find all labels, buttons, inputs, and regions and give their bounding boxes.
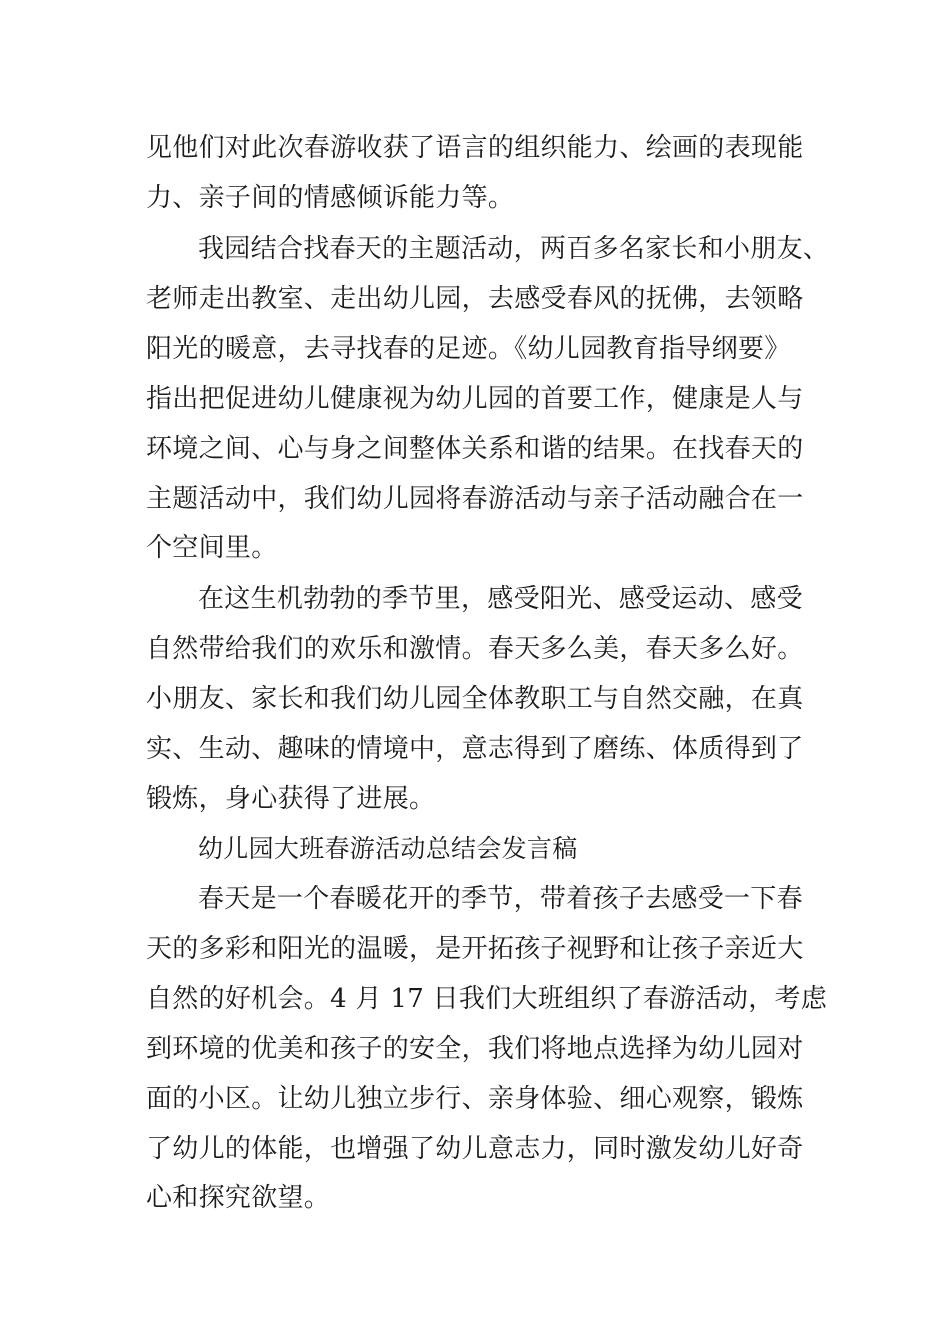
paragraph-line: 自然带给我们的欢乐和激情。春天多么美，春天多么好。 <box>146 634 804 664</box>
paragraph-line: 面的小区。让幼儿独立步行、亲身体验、细心观察，锻炼 <box>146 1084 804 1114</box>
paragraph-line: 主题活动中，我们幼儿园将春游活动与亲子活动融合在一 <box>146 484 804 514</box>
paragraph-line: 老师走出教室、走出幼儿园，去感受春风的抚佛，去领略 <box>146 284 804 314</box>
paragraph-line: 心和探究欲望。 <box>146 1183 331 1213</box>
paragraph-line: 指出把促进幼儿健康视为幼儿园的首要工作，健康是人与 <box>146 384 804 414</box>
paragraph-line: 实、生动、趣味的情境中，意志得到了磨练、体质得到了 <box>146 734 804 764</box>
paragraph-line: 天的多彩和阳光的温暖，是开拓孩子视野和让孩子亲近大 <box>146 934 804 964</box>
paragraph-line: 力、亲子间的情感倾诉能力等。 <box>146 183 515 213</box>
paragraph-line: 到环境的优美和孩子的安全，我们将地点选择为幼儿园对 <box>146 1034 804 1064</box>
paragraph-line: 了幼儿的体能，也增强了幼儿意志力，同时激发幼儿好奇 <box>146 1134 804 1164</box>
paragraph-line: 阳光的暖意，去寻找春的足迹。《幼儿园教育指导纲要》 <box>146 334 791 364</box>
paragraph-line: 春天是一个春暖花开的季节，带着孩子去感受一下春 <box>198 884 803 914</box>
paragraph-line: 小朋友、家长和我们幼儿园全体教职工与自然交融，在真 <box>146 684 804 714</box>
paragraph-line: 个空间里。 <box>146 533 278 563</box>
paragraph-line: 自然的好机会。4 月 17 日我们大班组织了春游活动，考虑 <box>146 984 828 1014</box>
paragraph-line: 见他们对此次春游收获了语言的组织能力、绘画的表现能 <box>146 133 804 163</box>
paragraph-line: 环境之间、心与身之间整体关系和谐的结果。在找春天的 <box>146 434 804 464</box>
paragraph-line: 我园结合找春天的主题活动，两百多名家长和小朋友、 <box>198 234 830 264</box>
paragraph-line: 在这生机勃勃的季节里，感受阳光、感受运动、感受 <box>198 584 803 614</box>
section-heading: 幼儿园大班春游活动总结会发言稿 <box>198 834 578 863</box>
paragraph-line: 锻炼，身心获得了进展。 <box>146 784 436 814</box>
